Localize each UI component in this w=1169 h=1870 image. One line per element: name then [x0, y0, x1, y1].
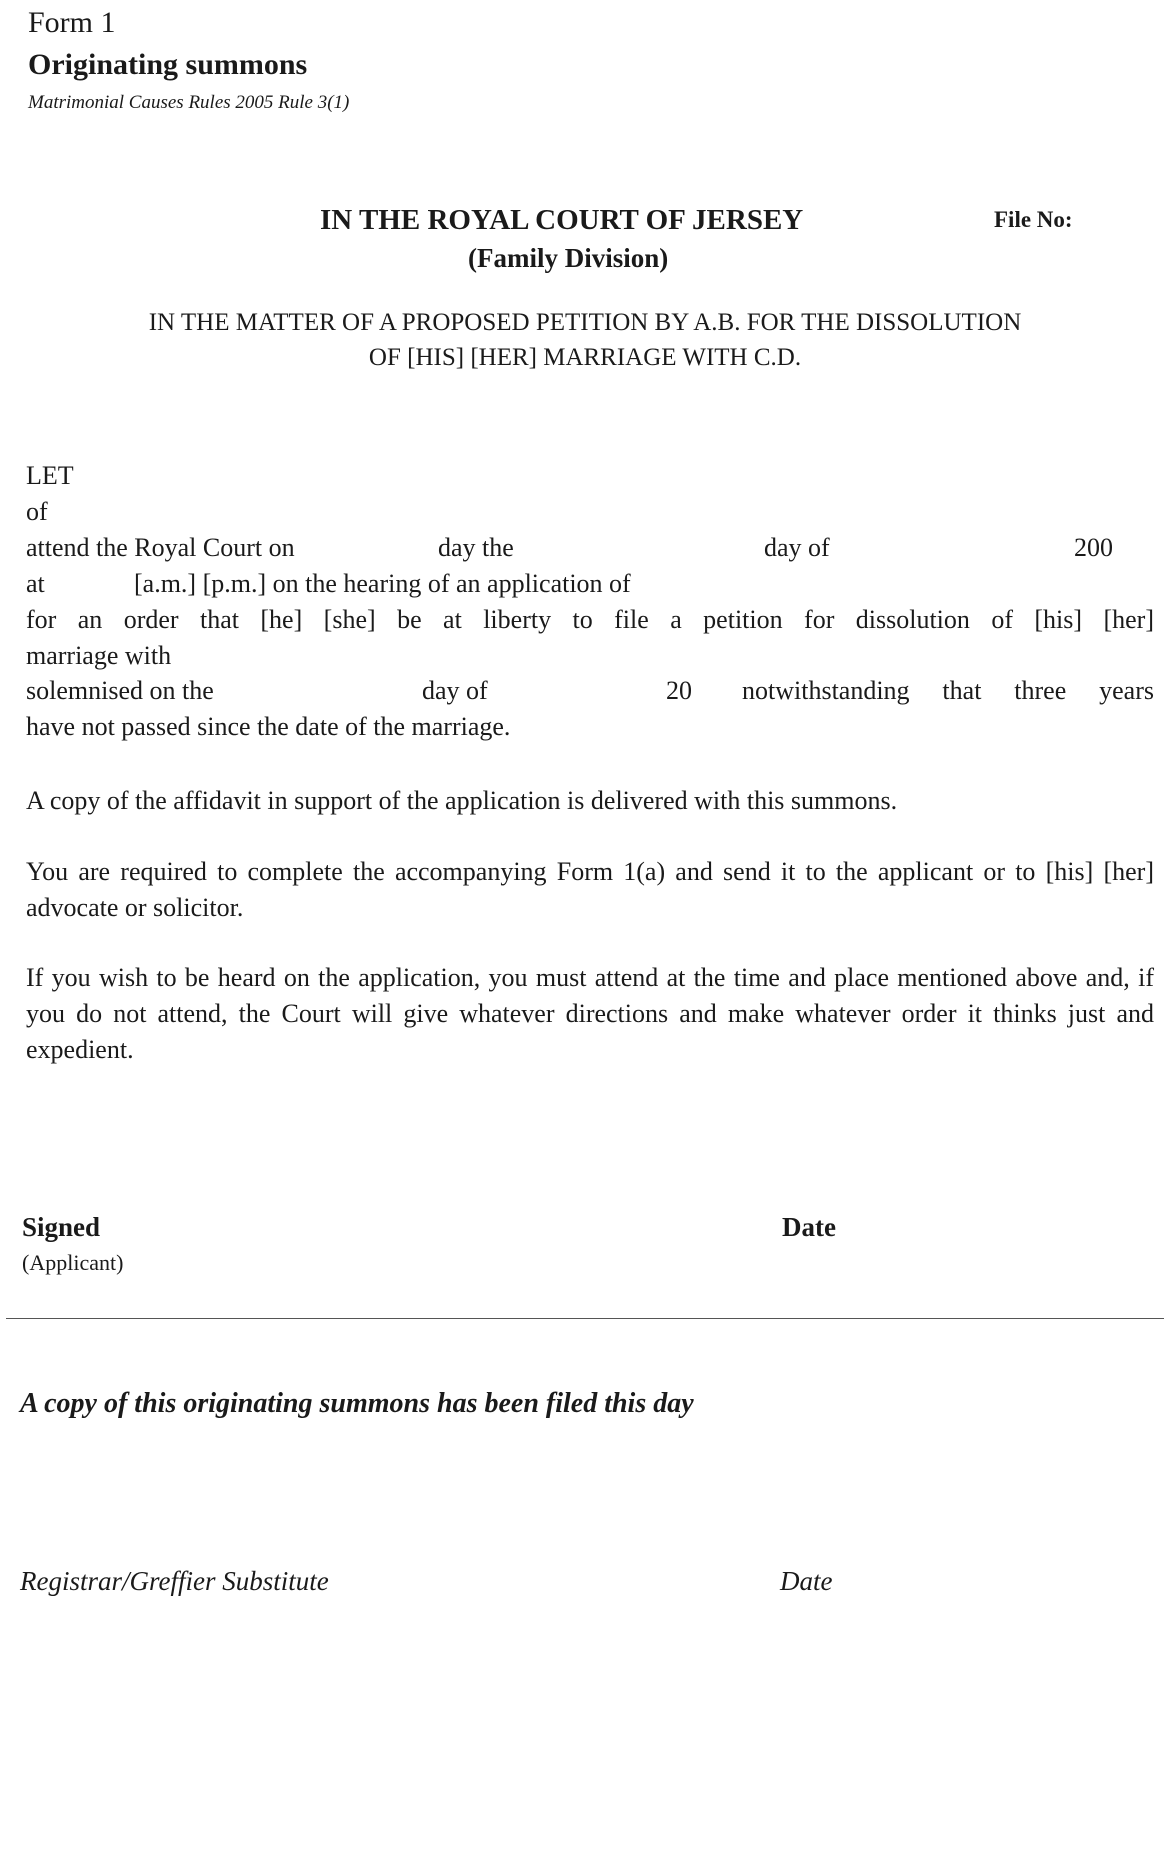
registrar-label: Registrar/Greffier Substitute [20, 1566, 329, 1596]
at-label: at [26, 569, 45, 598]
matter-line-2: OF [HIS] [HER] MARRIAGE WITH C.D. [368, 344, 802, 371]
matter-line-1: IN THE MATTER OF A PROPOSED PETITION BY A.B. FOR THE DISSOLUTION [148, 309, 1022, 336]
attend-year: 200 [1074, 533, 1113, 562]
affidavit-paragraph: A copy of the affidavit in support of the application is delivered with this summons. [26, 786, 898, 815]
solemnised-day-of: day of [422, 676, 488, 705]
of-label: of [26, 497, 48, 526]
signature-date-label: Date [782, 1212, 836, 1242]
attend-day-of: day of [764, 533, 830, 562]
not-passed-text: have not passed since the date of the marriage. [26, 712, 511, 741]
attend-day-the: day the [438, 533, 514, 562]
solemnised-year: 20 [666, 676, 692, 705]
solemnised-on: solemnised on the [26, 676, 214, 705]
let-label: LET [26, 461, 74, 490]
file-no-label: File No: [994, 207, 1073, 232]
attendance-paragraph: If you wish to be heard on the application, you must attend at the time and place mentioned above and, if you do not attend, the Court will give whatever directions and make whatever order it thinks just and expedient. [26, 963, 1154, 1064]
matter-heading [70, 305, 1100, 375]
court-name: IN THE ROYAL COURT OF JERSEY [320, 204, 804, 236]
rule-reference: Matrimonial Causes Rules 2005 Rule 3(1) [28, 92, 350, 113]
court-division: (Family Division) [468, 243, 669, 273]
form-1a-paragraph: You are required to complete the accompanying Form 1(a) and send it to the applicant or to [his] [her] advocate or solicitor. [26, 857, 1154, 922]
form-title: Originating summons [28, 48, 308, 81]
signed-label: Signed [22, 1212, 101, 1242]
filed-notice: A copy of this originating summons has been filed this day [20, 1388, 694, 1419]
divider [6, 1318, 1164, 1319]
form-number: Form 1 [28, 6, 116, 39]
attend-prefix: attend the Royal Court on [26, 533, 295, 562]
at-rest: [a.m.] [p.m.] on the hearing of an application of [134, 569, 631, 598]
notwithstanding-text: notwithstanding that three years [742, 676, 1154, 705]
marriage-with: marriage with [26, 641, 172, 670]
order-line: for an order that [he] [she] be at liberty to file a petition for dissolution of [his] [her] [26, 605, 1154, 634]
applicant-label: (Applicant) [22, 1250, 124, 1275]
registrar-date-label: Date [780, 1566, 833, 1596]
